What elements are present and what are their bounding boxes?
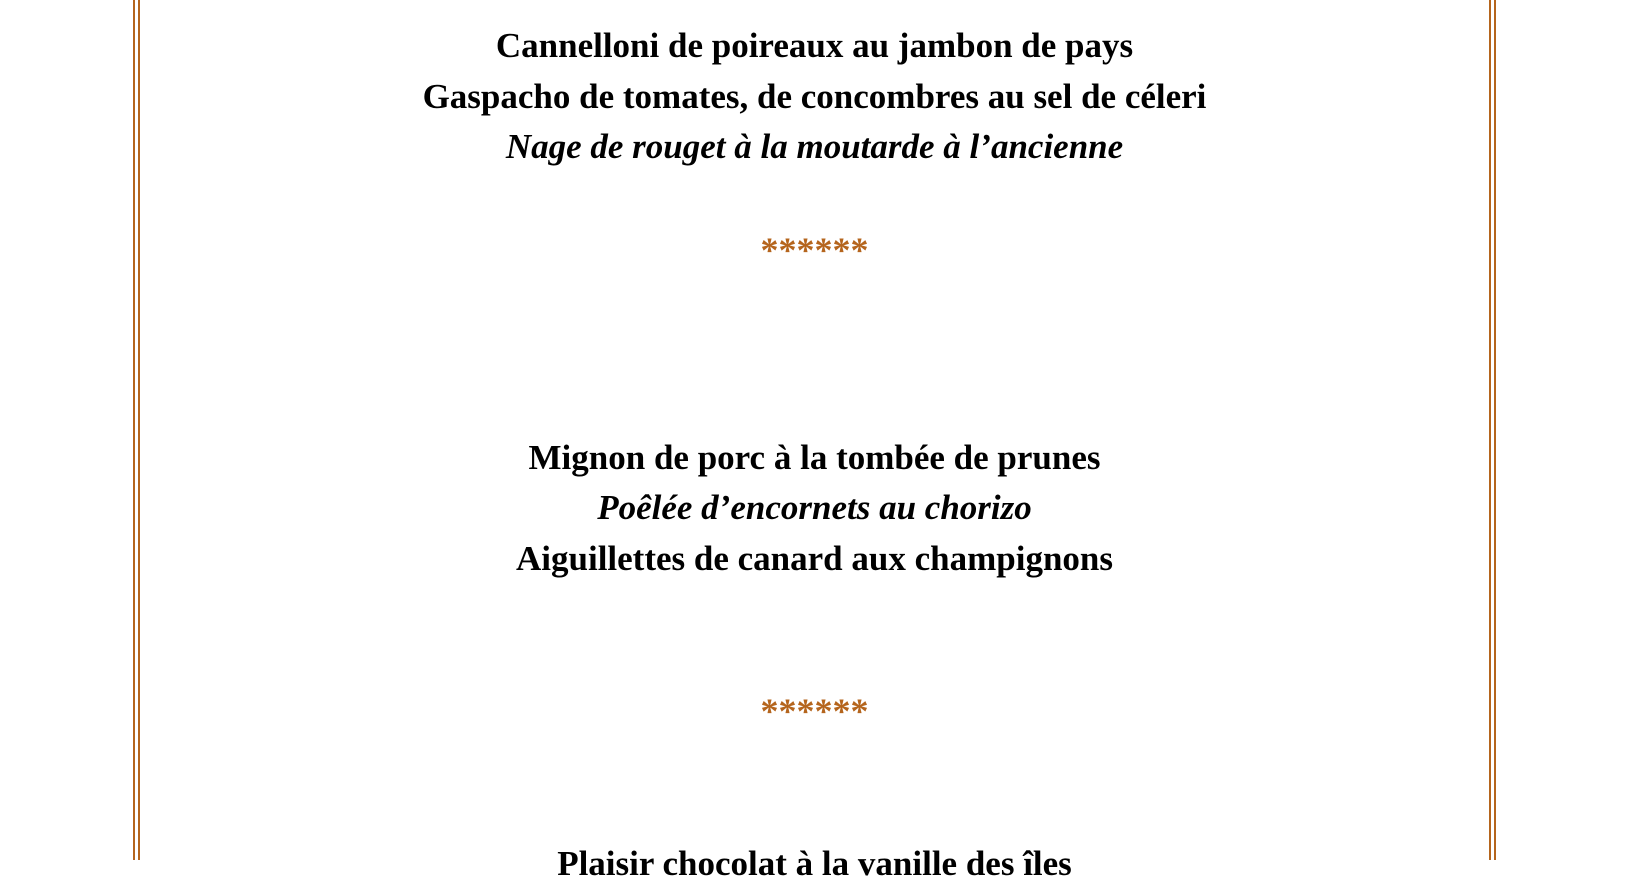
- starter-item-2: Gaspacho de tomates, de concombres au sel de céleri: [422, 77, 1207, 116]
- main-item-1: Mignon de porc à la tombée de prunes: [528, 438, 1101, 477]
- page-border-right: [1489, 0, 1496, 860]
- section-separator: ******: [760, 230, 869, 270]
- section-separator: ******: [760, 691, 869, 731]
- main-item-3: Aiguillettes de canard aux champignons: [516, 539, 1113, 578]
- dessert-item-1: Plaisir chocolat à la vanille des îles: [557, 844, 1072, 883]
- page-border-left: [133, 0, 140, 860]
- starter-item-3: Nage de rouget à la moutarde à l’ancienne: [505, 127, 1124, 166]
- starter-item-1: Cannelloni de poireaux au jambon de pays: [495, 26, 1134, 65]
- main-item-2: Poêlée d’encornets au chorizo: [597, 488, 1032, 527]
